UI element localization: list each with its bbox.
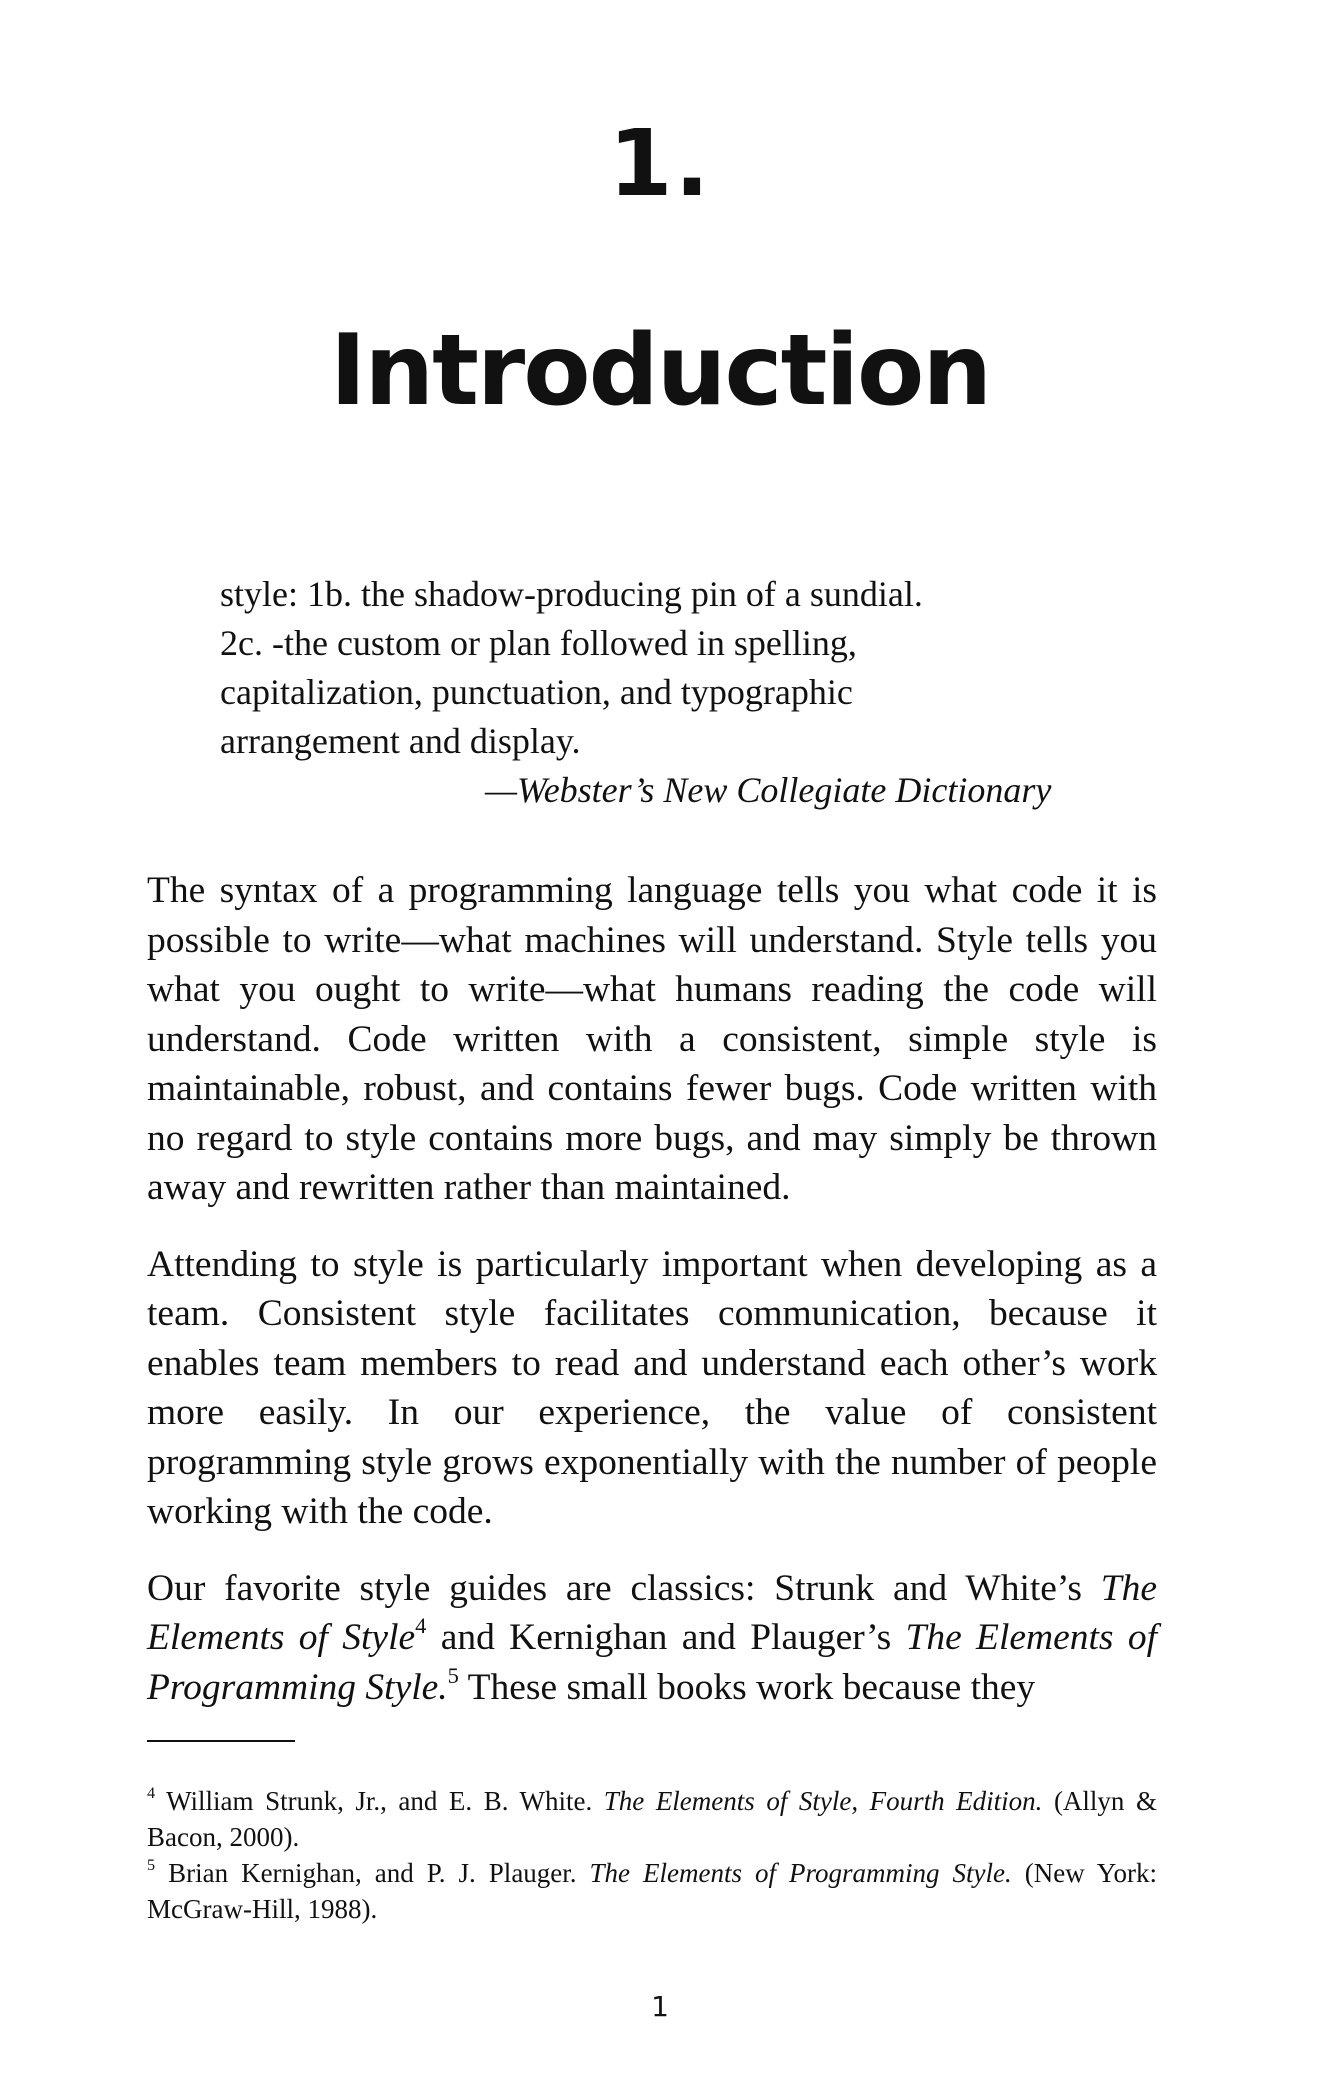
footnote-divider [147, 1740, 295, 1742]
footnote-ref-4[interactable]: 4 [415, 1613, 427, 1639]
footnote-ref-5[interactable]: 5 [447, 1662, 459, 1688]
paragraph-1: The syntax of a programming language tells you what code it is possible to write—what machines will understand. Style tells you what you ought to write—what humans reading the code will understand. Code written with a consistent, simple style is maintainable, robust, and contains fewer bugs. Code written with no regard to style contains more bugs, and may simply be thrown away and rewritten rather than maintained. [147, 870, 1157, 1208]
paragraph-3-text: Our favorite style guides are classics: Strunk and White’s [147, 1567, 1101, 1609]
paragraph-2: Attending to style is particularly important when developing as a team. Consistent style facilitates communication, because it enables team members to read and understand each other’s work more easily. In our experience, the value of consistent programming style grows exponentially with the number of people working with the code. [147, 1243, 1157, 1532]
epigraph-line: 2c. -the custom or plan followed in spelling, [220, 623, 857, 663]
footnote-4 [147, 1783, 1157, 1855]
book-title-elements-of-style: The Elements of Style [147, 1567, 1157, 1658]
footnote-5 [147, 1855, 1157, 1927]
epigraph-line: arrangement and display. [220, 721, 581, 761]
footnote-title: The Elements of Programming Style. [589, 1858, 1012, 1888]
page-number: 1 [651, 1990, 669, 2023]
paragraph-3 [147, 1564, 1157, 1713]
footnotes [147, 1783, 1157, 1927]
footnote-text: (New York: McGraw-Hill, 1988). [147, 1858, 1157, 1924]
book-title-elements-of-programming-style: The Elements of Programming Style. [147, 1617, 1157, 1708]
footnote-marker: 4 [147, 1784, 156, 1803]
chapter-number: 1. [608, 110, 712, 217]
footnote-title: The Elements of Style, Fourth Edition. [603, 1786, 1043, 1816]
footnote-text: Brian Kernighan, and P. J. Plauger. [155, 1858, 590, 1888]
body-text [147, 866, 1157, 1739]
epigraph [220, 570, 1120, 815]
epigraph-attribution: —Webster’s New Collegiate Dictionary [485, 770, 1052, 810]
footnote-text: (Allyn & Bacon, 2000). [147, 1786, 1157, 1852]
paragraph-3-text: and Kernighan and Plauger’s [426, 1617, 906, 1658]
epigraph-line: capitalization, punctuation, and typographic [220, 672, 853, 712]
footnote-marker: 5 [147, 1856, 156, 1875]
footnote-text: William Strunk, Jr., and E. B. White. [155, 1786, 604, 1816]
paragraph-3-text: These small books work because they [458, 1666, 1036, 1708]
epigraph-line: style: 1b. the shadow-producing pin of a sundial. [220, 574, 923, 614]
chapter-title: Introduction [329, 314, 991, 428]
